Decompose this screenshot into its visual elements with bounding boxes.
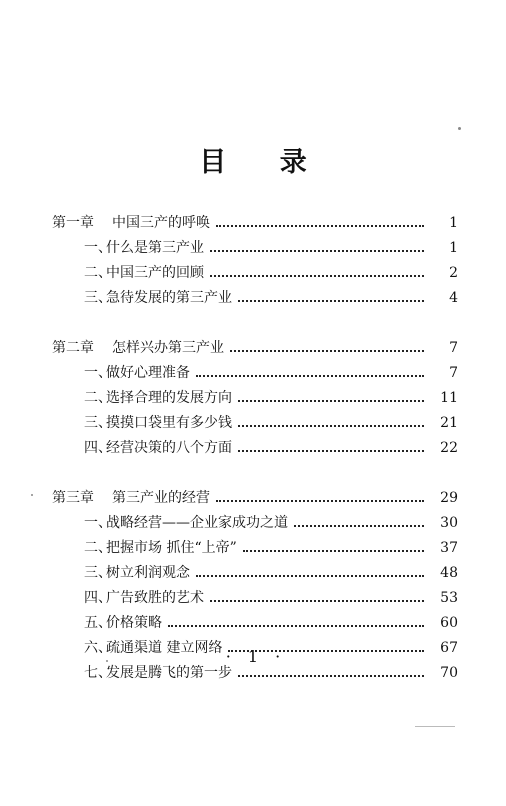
section-page-number: 22 [440, 440, 458, 456]
section-page-number: 53 [440, 590, 458, 606]
leader-dots [196, 375, 424, 377]
section-number: 一、 [84, 365, 112, 381]
chapter-number: 第三章 [52, 490, 94, 506]
section-title: 中国三产的回顾 [106, 265, 204, 281]
section-number: 五、 [84, 615, 112, 631]
toc-section-row[interactable] [52, 436, 458, 461]
section-page-number: 67 [440, 640, 458, 656]
section-title: 选择合理的发展方向 [106, 390, 232, 406]
section-page-number: 48 [440, 565, 458, 581]
toc-section-row[interactable] [52, 361, 458, 386]
toc-section-row[interactable] [52, 611, 458, 636]
scan-speck [458, 127, 461, 130]
section-page-number: 70 [440, 665, 458, 681]
leader-dots [230, 350, 424, 352]
section-title: 急待发展的第三产业 [106, 290, 232, 306]
section-number: 三、 [84, 565, 112, 581]
section-number: 一、 [84, 240, 112, 256]
section-number: 三、 [84, 415, 112, 431]
section-number: 四、 [84, 590, 112, 606]
chapter-block-2 [52, 336, 458, 461]
section-title: 疏通渠道 建立网络 [106, 640, 223, 656]
toc-section-row[interactable] [52, 236, 458, 261]
leader-dots [238, 300, 424, 302]
chapter-page-number: 7 [449, 340, 458, 356]
scan-speck [106, 660, 108, 662]
table-of-contents [52, 211, 458, 711]
scan-speck [415, 726, 455, 727]
section-number: 六、 [84, 640, 112, 656]
leader-dots [210, 250, 424, 252]
section-page-number: 2 [449, 265, 458, 281]
toc-chapter-row[interactable] [52, 211, 458, 236]
section-number: 四、 [84, 440, 112, 456]
section-number: 七、 [84, 665, 112, 681]
chapter-title: 怎样兴办第三产业 [112, 340, 224, 356]
section-page-number: 7 [449, 365, 458, 381]
leader-dots [238, 675, 424, 677]
section-page-number: 60 [440, 615, 458, 631]
section-page-number: 1 [449, 240, 458, 256]
section-page-number: 21 [440, 415, 458, 431]
section-title: 什么是第三产业 [106, 240, 204, 256]
section-page-number: 4 [449, 290, 458, 306]
toc-section-row[interactable] [52, 586, 458, 611]
chapter-page-number: 29 [440, 490, 458, 506]
toc-section-row[interactable] [52, 536, 458, 561]
section-number: 二、 [84, 265, 112, 281]
leader-dots [243, 550, 424, 552]
section-title: 摸摸口袋里有多少钱 [106, 415, 232, 431]
toc-section-row[interactable] [52, 511, 458, 536]
page-title: 目 录 [199, 147, 329, 178]
chapter-title: 中国三产的呼唤 [112, 215, 210, 231]
chapter-number: 第二章 [52, 340, 94, 356]
leader-dots [196, 575, 424, 577]
section-title: 经营决策的八个方面 [106, 440, 232, 456]
toc-section-row[interactable] [52, 261, 458, 286]
page-number-footer: · 1 · [225, 647, 287, 666]
leader-dots [238, 400, 424, 402]
leader-dots [294, 525, 424, 527]
leader-dots [216, 225, 424, 227]
section-title: 发展是腾飞的第一步 [106, 665, 232, 681]
toc-chapter-row[interactable] [52, 486, 458, 511]
leader-dots [238, 450, 424, 452]
chapter-number: 第一章 [52, 215, 94, 231]
leader-dots [210, 275, 424, 277]
section-page-number: 30 [440, 515, 458, 531]
section-number: 二、 [84, 390, 112, 406]
toc-chapter-row[interactable] [52, 336, 458, 361]
section-title: 做好心理准备 [106, 365, 190, 381]
section-number: 一、 [84, 515, 112, 531]
toc-section-row[interactable] [52, 386, 458, 411]
section-page-number: 11 [440, 390, 458, 406]
toc-section-row[interactable] [52, 286, 458, 311]
chapter-block-1 [52, 211, 458, 311]
toc-section-row[interactable] [52, 411, 458, 436]
leader-dots [216, 500, 424, 502]
section-number: 三、 [84, 290, 112, 306]
section-title: 广告致胜的艺术 [106, 590, 204, 606]
section-page-number: 37 [440, 540, 458, 556]
leader-dots [168, 625, 424, 627]
section-number: 二、 [84, 540, 112, 556]
chapter-page-number: 1 [449, 215, 458, 231]
section-title: 战略经营——企业家成功之道 [106, 515, 288, 531]
leader-dots [210, 600, 424, 602]
chapter-title: 第三产业的经营 [112, 490, 210, 506]
scan-speck [31, 494, 33, 496]
section-title: 把握市场 抓住“上帝” [106, 540, 237, 556]
section-title: 树立利润观念 [106, 565, 190, 581]
toc-section-row[interactable] [52, 561, 458, 586]
leader-dots [238, 425, 424, 427]
section-title: 价格策略 [106, 615, 162, 631]
